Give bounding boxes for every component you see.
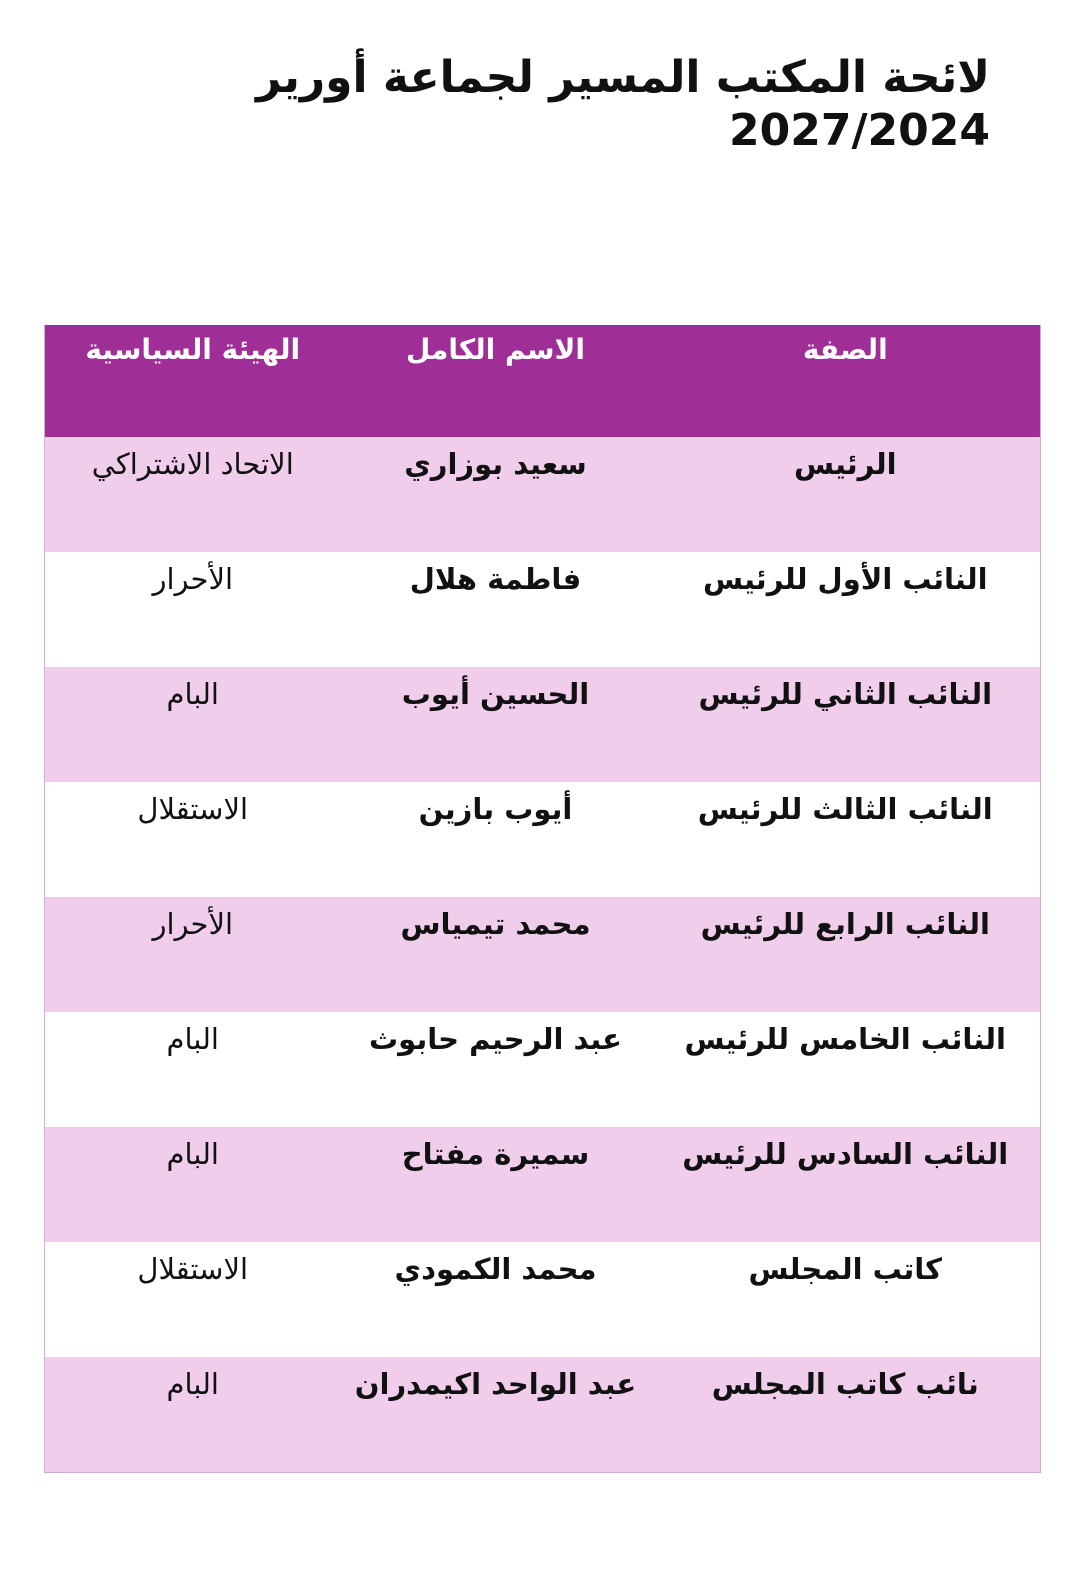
party-cell: البام: [45, 1357, 341, 1473]
name-cell: سعيد بوزاري: [341, 437, 651, 552]
role-cell: النائب الثالث للرئيس: [651, 782, 1041, 897]
party-cell: الأحرار: [45, 897, 341, 1012]
party-cell: البام: [45, 667, 341, 782]
role-cell: نائب كاتب المجلس: [651, 1357, 1041, 1473]
party-cell: الاستقلال: [45, 782, 341, 897]
table-row: [45, 1012, 1041, 1127]
header-name: الاسم الكامل: [341, 325, 651, 437]
name-cell: محمد تيمياس: [341, 897, 651, 1012]
role-cell: النائب الأول للرئيس: [651, 552, 1041, 667]
table-row: [45, 1127, 1041, 1242]
header-party: الهيئة السياسية: [45, 325, 341, 437]
name-cell: عبد الرحيم حابوث: [341, 1012, 651, 1127]
role-cell: النائب الرابع للرئيس: [651, 897, 1041, 1012]
board-table: [44, 325, 1041, 1473]
table-row: [45, 437, 1041, 552]
name-cell: أيوب بازين: [341, 782, 651, 897]
table-row: [45, 782, 1041, 897]
table-row: [45, 552, 1041, 667]
role-cell: النائب السادس للرئيس: [651, 1127, 1041, 1242]
name-cell: محمد الكمودي: [341, 1242, 651, 1357]
party-cell: الاتحاد الاشتراكي: [45, 437, 341, 552]
page-title: لائحة المكتب المسير لجماعة أورير 2027/2024: [255, 52, 990, 156]
role-cell: الرئيس: [651, 437, 1041, 552]
name-cell: الحسين أيوب: [341, 667, 651, 782]
table-row: [45, 1242, 1041, 1357]
party-cell: الاستقلال: [45, 1242, 341, 1357]
name-cell: فاطمة هلال: [341, 552, 651, 667]
role-cell: كاتب المجلس: [651, 1242, 1041, 1357]
role-cell: النائب الثاني للرئيس: [651, 667, 1041, 782]
table-header-row: [45, 325, 1041, 437]
header-role: الصفة: [651, 325, 1041, 437]
table-row: [45, 897, 1041, 1012]
party-cell: البام: [45, 1012, 341, 1127]
party-cell: البام: [45, 1127, 341, 1242]
table-row: [45, 667, 1041, 782]
name-cell: سميرة مفتاح: [341, 1127, 651, 1242]
role-cell: النائب الخامس للرئيس: [651, 1012, 1041, 1127]
party-cell: الأحرار: [45, 552, 341, 667]
name-cell: عبد الواحد اكيمدران: [341, 1357, 651, 1473]
table-row: [45, 1357, 1041, 1473]
